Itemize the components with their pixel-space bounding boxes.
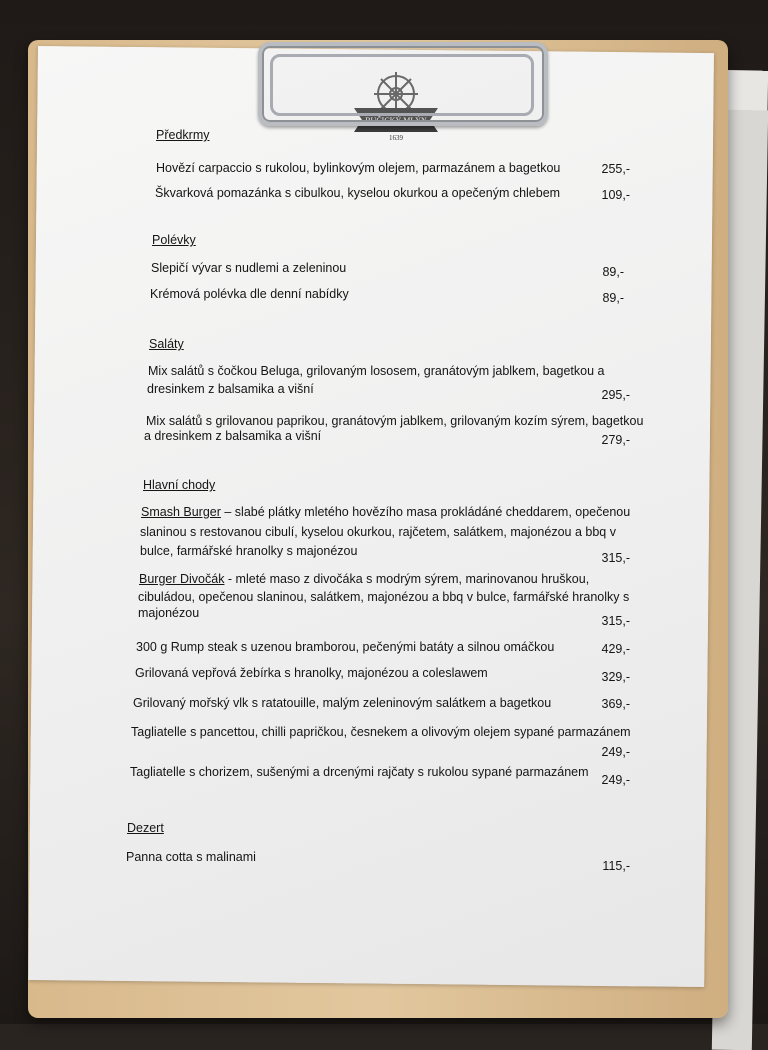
menu-item-price: 89,- [602,265,624,279]
menu-item-price: 369,- [601,697,630,711]
menu-item-line: bulce, farmářské hranolky s majonézou [140,544,358,558]
menu-item-line: Smash Burger – slabé plátky mletého hovězího masa prokládáné cheddarem, opečenou [141,505,631,519]
section-heading-polevky: Polévky [152,233,196,247]
menu-item-line: 300 g Rump steak s uzenou bramborou, pečenými batáty a silnou omáčkou [136,640,555,654]
menu-item-name: Smash Burger [141,505,221,519]
menu-item-name: Burger Divočák [139,572,225,586]
menu-item-line: Grilovaná vepřová žebírka s hranolky, majonézou a coleslawem [135,666,488,680]
menu-item-price: 89,- [602,291,624,305]
section-heading-hlavni-chody: Hlavní chody [143,478,216,492]
menu-item-price: 279,- [601,433,630,447]
menu-item-line: majonézou [138,606,200,620]
menu-item-line: Slepičí vývar s nudlemi a zeleninou [151,261,347,275]
menu-item-price: 249,- [601,773,630,787]
menu-item-line: Tagliatelle s chorizem, sušenými a drcenými rajčaty s rukolou sypané parmazánem [130,765,589,779]
menu-item-line: Krémová polévka dle denní nabídky [150,287,349,301]
section-heading-salaty: Saláty [149,337,184,351]
menu-item-line: Mix salátů s grilovanou paprikou, granátovým jablkem, grilovaným kozím sýrem, bagetkou [146,414,644,428]
menu-item-price: 315,- [601,551,630,565]
menu-item-price: 255,- [601,162,630,176]
menu-item-line: a dresinkem z balsamika a višní [144,429,322,443]
menu-item-line: dresinkem z balsamika a višní [147,382,314,396]
menu-item-line: Panna cotta s malinami [126,850,256,864]
menu-item-line: Burger Divočák - mleté maso z divočáka s modrým sýrem, marinovanou hruškou, [139,572,590,586]
menu-item-price: 249,- [601,745,630,759]
section-heading-dezert: Dezert [127,821,164,835]
menu-item-line: slaninou s restovanou cibulí, kyselou okurkou, rajčetem, salátkem, majonézou a bbq v [140,525,616,539]
logo-year: 1639 [389,134,403,142]
menu-item-line: Hovězí carpaccio s rukolou, bylinkovým olejem, parmazánem a bagetkou [156,161,561,175]
section-heading-predkrmy: Předkrmy [156,128,210,142]
menu-item-price: 295,- [601,388,630,402]
menu-item-price: 429,- [601,642,630,656]
logo-text: BUČICKÝ MLÝN [365,116,427,125]
menu-item-line: Grilovaný mořský vlk s ratatouille, malým zeleninovým salátkem a bagetkou [133,696,552,710]
menu-item-line: Tagliatelle s pancettou, chilli papričkou, česnekem a olivovým olejem sypané parmazánem [131,725,631,739]
menu-item-price: 329,- [601,670,630,684]
menu-item-price: 109,- [601,188,630,202]
menu-item-line: Škvarková pomazánka s cibulkou, kyselou okurkou a opečeným chlebem [155,186,561,200]
menu-item-line: cibuládou, opečenou slaninou, salátkem, majonézou a bbq v bulce, farmářské hranolky s [138,590,630,604]
menu-item-line: Mix salátů s čočkou Beluga, grilovaným lososem, granátovým jablkem, bagetkou a [148,364,605,378]
menu-item-price: 315,- [601,614,630,628]
menu-item-price: 115,- [602,859,630,873]
